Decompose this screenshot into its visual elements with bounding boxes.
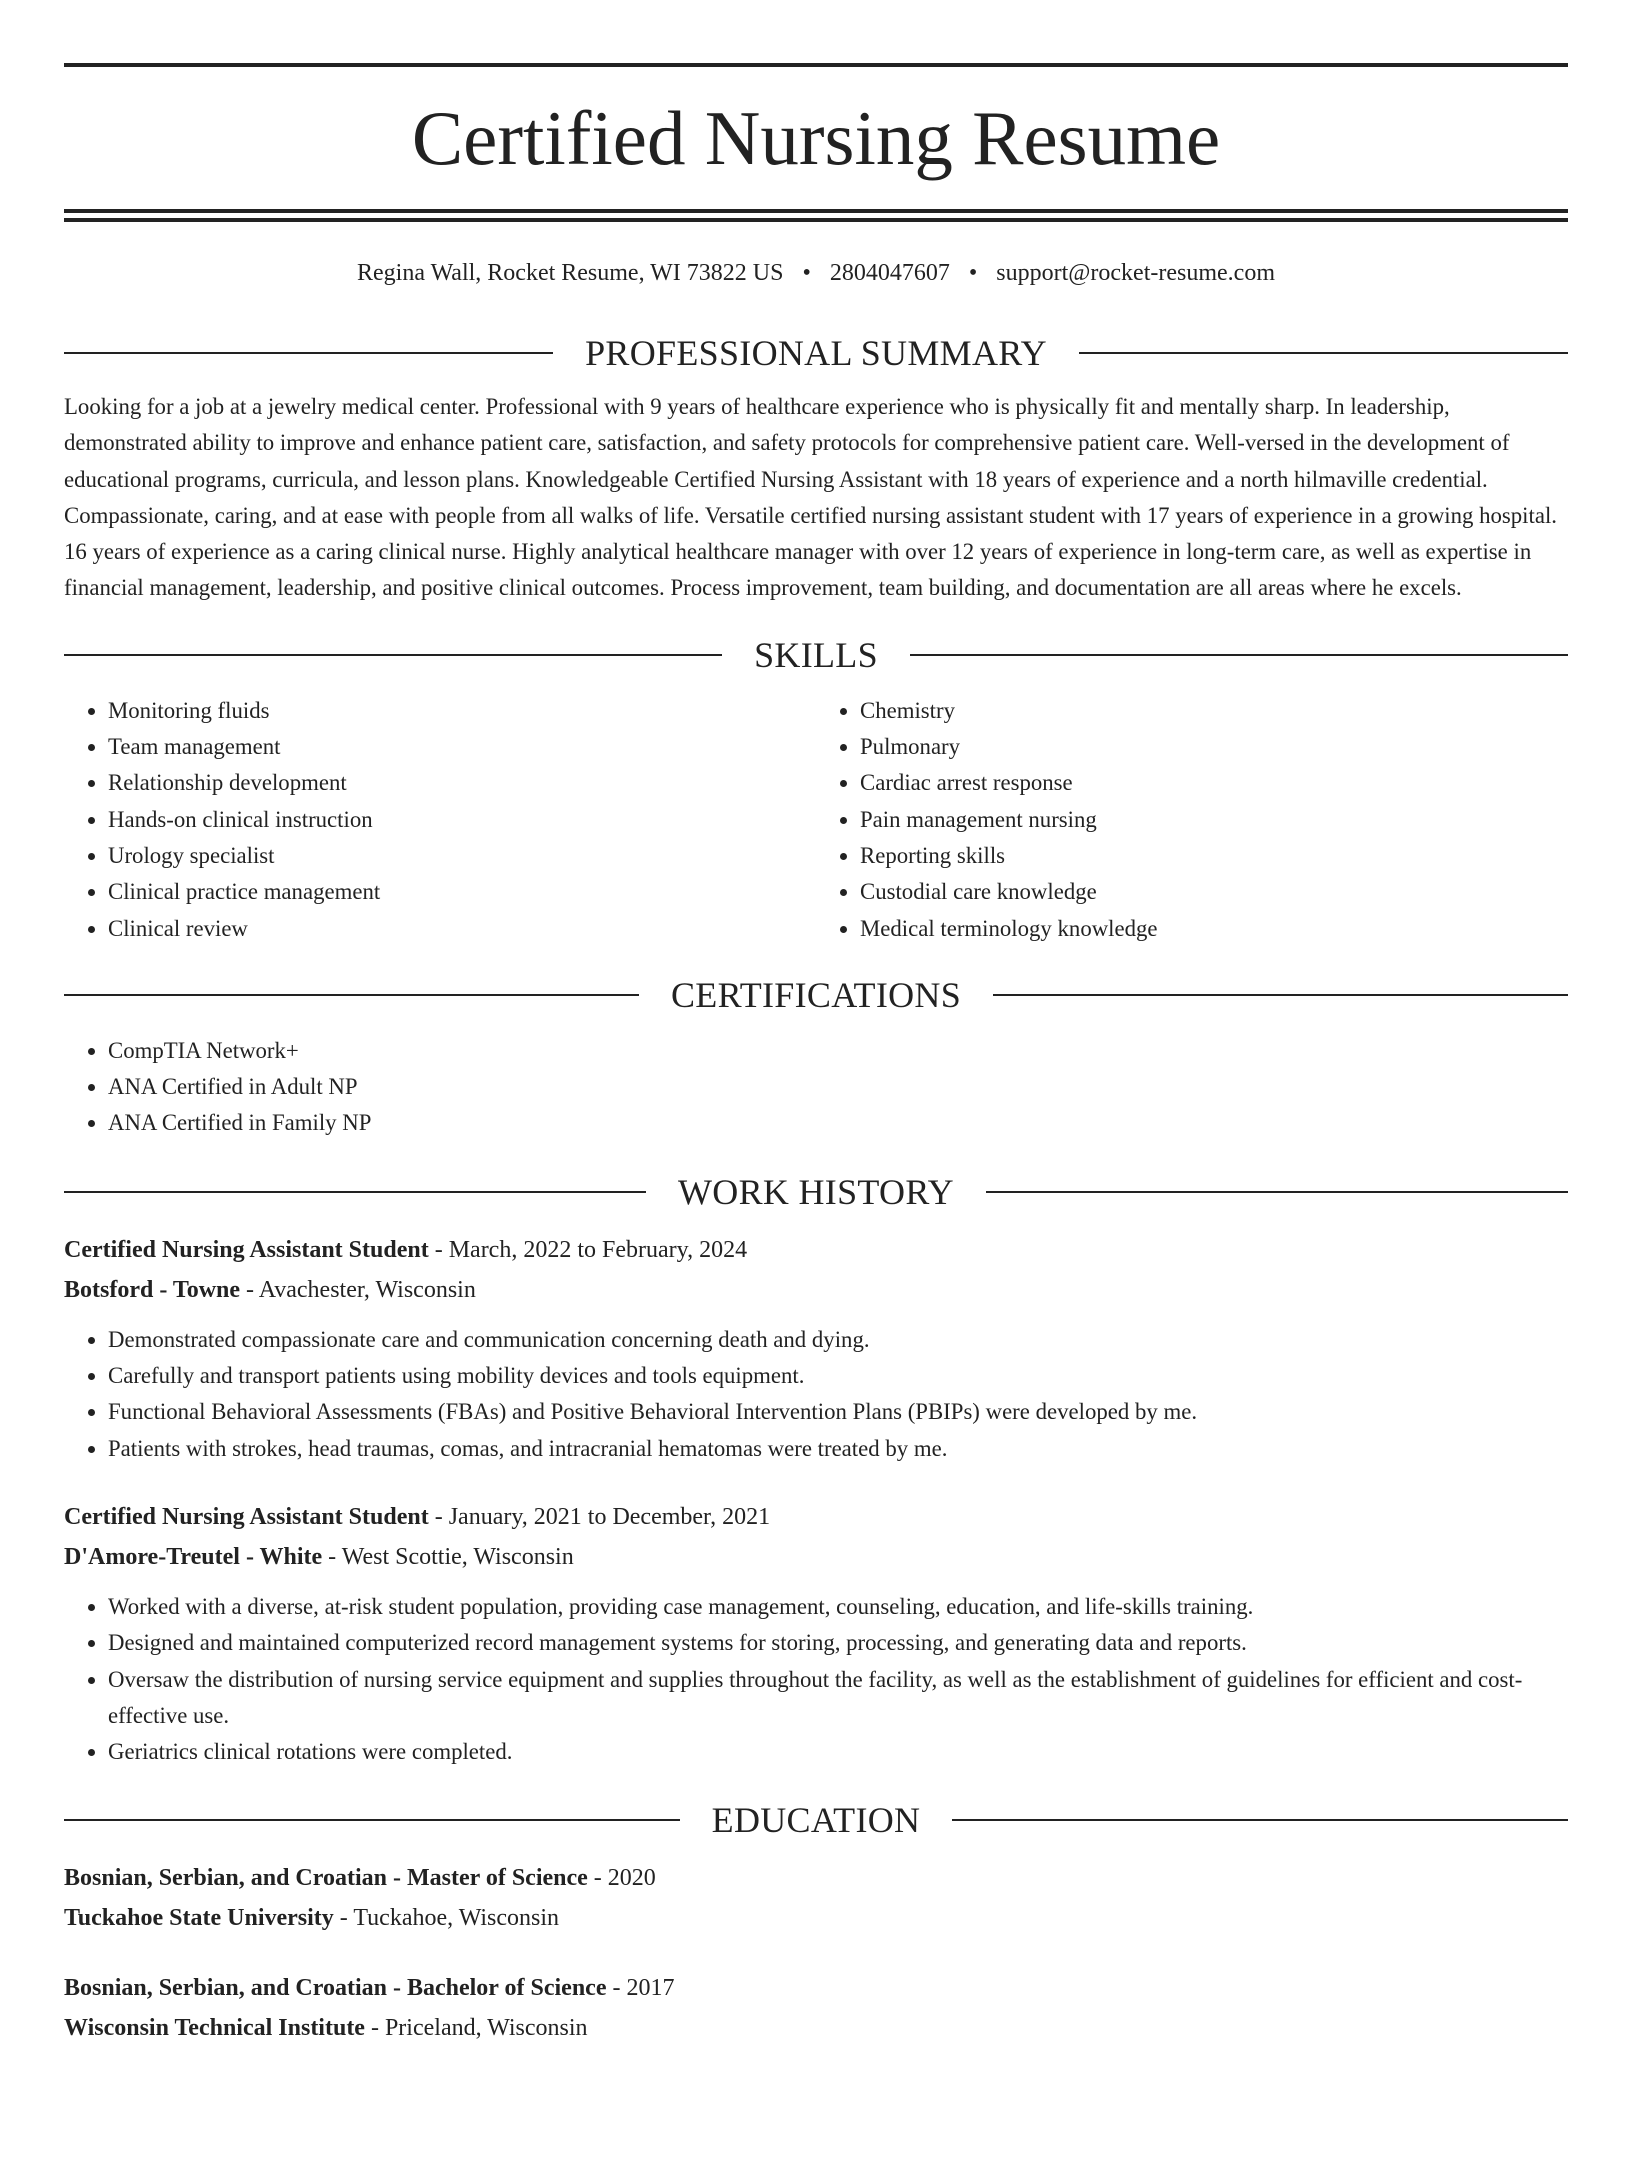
heading-rule [64, 654, 722, 656]
skills-list-right [816, 693, 1568, 947]
skill-item: • Chemistry [860, 693, 1568, 729]
skill-item: • Pulmonary [860, 729, 1568, 765]
heading-rule [1079, 352, 1568, 354]
education-degree-line [64, 1968, 1568, 2008]
summary-heading [64, 335, 1568, 371]
resume-title: Certified Nursing Resume [411, 95, 1221, 181]
skills-columns [64, 693, 1568, 947]
skill-item: • Reporting skills [860, 838, 1568, 874]
heading-rule [64, 1819, 680, 1821]
job-bullet: • Demonstrated compassionate care and communication concerning death and dying. [108, 1322, 1568, 1358]
education-school: Wisconsin Technical Institute [64, 2015, 365, 2042]
contact-address: Regina Wall, Rocket Resume, WI 73822 US [357, 260, 784, 286]
contact-line [64, 261, 1568, 285]
job-bullet: • Worked with a diverse, at-risk student population, providing case management, counseling, education, and life-skills training. [108, 1589, 1568, 1625]
work-heading-text: WORK HISTORY [678, 1171, 954, 1212]
skill-item: • Team management [108, 729, 816, 765]
education-location: - Tuckahoe, Wisconsin [333, 1905, 560, 1932]
job-employer-line [64, 1270, 1568, 1310]
heading-rule [64, 352, 553, 354]
education-degree: Bosnian, Serbian, and Croatian - Bachelor of Science [64, 1975, 607, 2002]
skill-item: • Urology specialist [108, 838, 816, 874]
job-dates: - January, 2021 to December, 2021 [428, 1503, 771, 1530]
contact-phone: 2804047607 [829, 260, 950, 286]
certification-item: • ANA Certified in Adult NP [108, 1069, 1568, 1105]
job-title-line [64, 1230, 1568, 1270]
top-rule [64, 63, 1568, 67]
contact-separator: • [802, 260, 811, 286]
job-employer: Botsford - Towne [64, 1276, 241, 1303]
skills-heading [64, 634, 1568, 675]
resume-page [0, 63, 1632, 2175]
skill-item: • Clinical practice management [108, 874, 816, 910]
job-employer: D'Amore-Treutel - White [64, 1543, 323, 1570]
title-double-rule [64, 209, 1568, 222]
job-title-line [64, 1497, 1568, 1537]
job-bullet: • Oversaw the distribution of nursing service equipment and supplies throughout the facility, as well as the establishment of guidelines for efficient and cost-effective use. [108, 1662, 1568, 1735]
certifications-heading [64, 974, 1568, 1015]
job-bullets [64, 1322, 1568, 1467]
skill-item: • Relationship development [108, 765, 816, 801]
job-bullet: • Functional Behavioral Assessments (FBAs) and Positive Behavioral Intervention Plans (PBIPs) were developed by me. [108, 1394, 1568, 1430]
job-location: - Avachester, Wisconsin [240, 1276, 476, 1303]
education-location: - Priceland, Wisconsin [364, 2015, 588, 2042]
skill-item: • Hands-on clinical instruction [108, 802, 816, 838]
skill-item: • Medical terminology knowledge [860, 911, 1568, 947]
skills-heading-text: SKILLS [754, 634, 878, 675]
education-heading [64, 1800, 1568, 1841]
work-heading [64, 1171, 1568, 1212]
skill-item: • Custodial care knowledge [860, 874, 1568, 910]
skill-item: • Monitoring fluids [108, 693, 816, 729]
heading-rule [64, 1191, 646, 1193]
education-degree-line [64, 1858, 1568, 1898]
summary-text: Looking for a job at a jewelry medical center. Professional with 9 years of healthcare experience who is physically fit and mentally sharp. In leadership, demonstrated ability to improve and enhance patient care, satisfaction, and safety protocols for comprehensive patient care. Well-versed in the development of educational programs, curricula, and lesson plans. Knowledgeable Certified Nursing Assistant with 18 years of experience and a north hilmaville credential. Compassionate, caring, and at ease with people from all walks of life. Versatile certified nursing assistant student with 17 years of experience in a growing hospital. 16 years of experience as a caring clinical nurse. Highly analytical healthcare manager with over 12 years of experience in long-term care, as well as expertise in financial management, leadership, and positive clinical outcomes. Process improvement, team building, and documentation are all areas where he excels. [64, 394, 1557, 601]
job-bullets [64, 1589, 1568, 1770]
heading-rule [910, 654, 1568, 656]
skill-item: • Clinical review [108, 911, 816, 947]
job-bullet: • Designed and maintained computerized record management systems for storing, processing, and generating data and reports. [108, 1625, 1568, 1661]
job-employer-line [64, 1537, 1568, 1577]
skill-item: • Cardiac arrest response [860, 765, 1568, 801]
job-title: Certified Nursing Assistant Student [64, 1236, 429, 1263]
education-degree: Bosnian, Serbian, and Croatian - Master of Science [64, 1865, 588, 1892]
education-heading-text: EDUCATION [711, 1800, 921, 1841]
job-bullet: • Patients with strokes, head traumas, comas, and intracranial hematomas were treated by me. [108, 1431, 1568, 1467]
education-year: - 2017 [606, 1975, 675, 2002]
skills-list-left [64, 693, 816, 947]
job-bullet: • Geriatrics clinical rotations were completed. [108, 1734, 1568, 1770]
certifications-list [64, 1033, 1568, 1142]
certifications-heading-text: CERTIFICATIONS [670, 974, 962, 1015]
summary-heading-text: PROFESSIONAL SUMMARY [585, 333, 1047, 373]
certification-item: • ANA Certified in Family NP [108, 1105, 1568, 1141]
contact-email: support@rocket-resume.com [996, 260, 1275, 286]
heading-rule [986, 1191, 1568, 1193]
education-school: Tuckahoe State University [64, 1905, 334, 1932]
education-school-line [64, 1898, 1568, 1938]
education-year: - 2020 [587, 1865, 656, 1892]
heading-rule [64, 994, 639, 996]
job-dates: - March, 2022 to February, 2024 [428, 1236, 748, 1263]
job-location: - West Scottie, Wisconsin [322, 1543, 574, 1570]
heading-rule [993, 994, 1568, 996]
skill-item: • Pain management nursing [860, 802, 1568, 838]
education-school-line [64, 2008, 1568, 2048]
heading-rule [952, 1819, 1568, 1821]
certification-item: • CompTIA Network+ [108, 1033, 1568, 1069]
job-title: Certified Nursing Assistant Student [64, 1503, 429, 1530]
contact-separator: • [968, 260, 978, 286]
job-bullet: • Carefully and transport patients using mobility devices and tools equipment. [108, 1358, 1568, 1394]
